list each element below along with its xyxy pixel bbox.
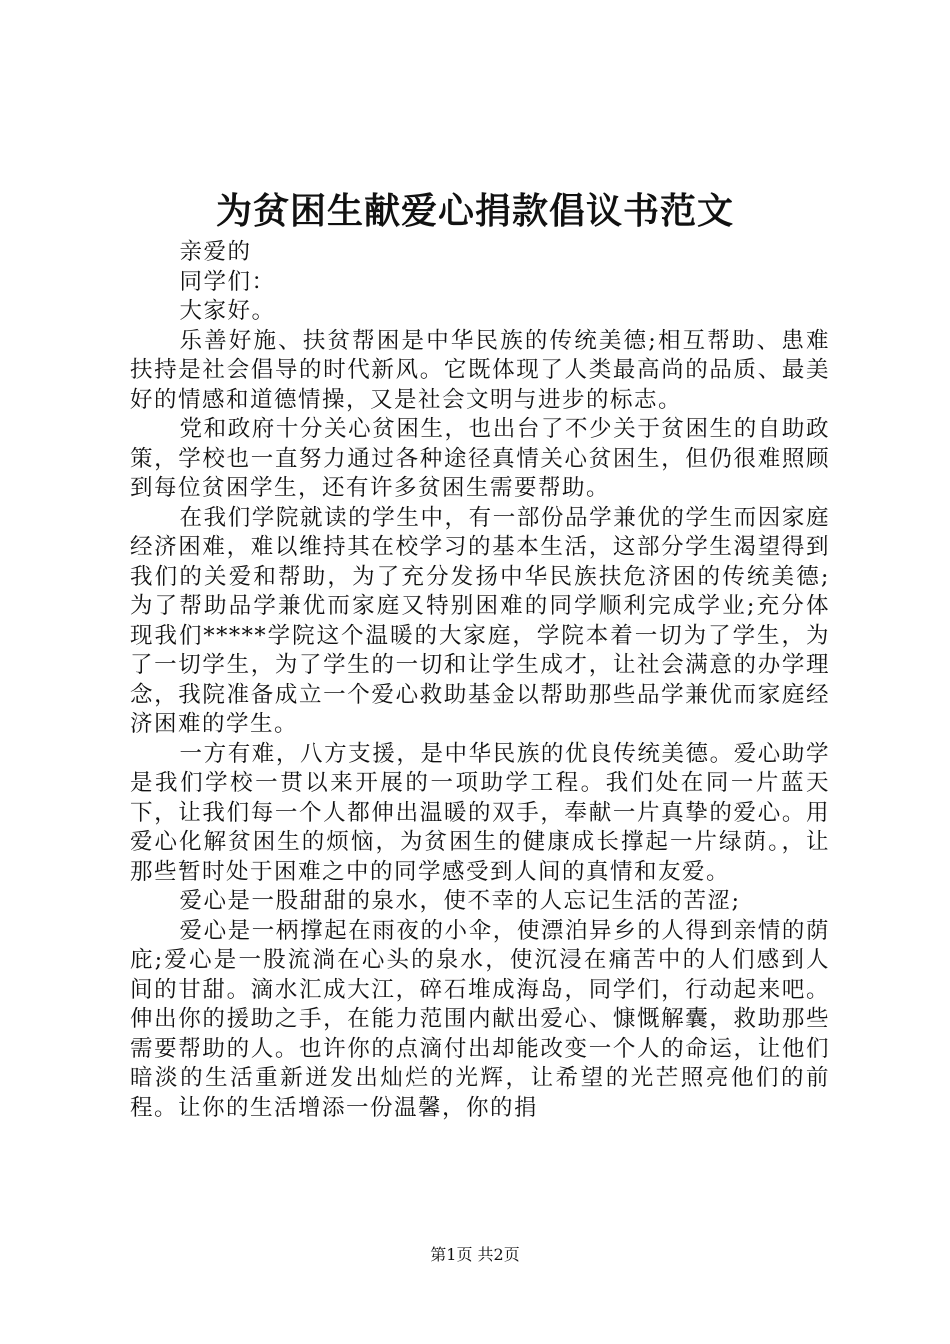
body-paragraph: 爱心是一股甜甜的泉水，使不幸的人忘记生活的苦涩; [179,888,741,914]
page-number-footer: 第1页 共2页 [430,1245,520,1264]
body-paragraph: 在我们学院就读的学生中，有一部份品学兼优的学生而因家庭经济困难，难以维持其在校学习的基本生活，这部分学生渴望得到我们的关爱和帮助，为了充分发扬中华民族扶危济困的传统美德;为了帮助品学兼优而家庭又特别困难的同学顺利完成学业;充分体现我们*****学院这个温暖的大家庭，学院本着一切为了学生，为了一切学生，为了学生的一切和让学生成才，让社会满意的办学理念，我院准备成立一个爱心救助基金以帮助那些品学兼优而家庭经济困难的学生。 [130,504,830,737]
salutation-line: 同学们： [179,268,276,295]
page-title: 为贫困生献爱心捐款倡议书范文 [215,190,734,232]
salutation-line: 大家好。 [179,298,276,324]
body-paragraph: 爱心是一柄撑起在雨夜的小伞，使漂泊异乡的人得到亲情的荫庇;爱心是一股流淌在心头的泉水，使沉浸在痛苦中的人们感到人间的甘甜。滴水汇成大江，碎石堆成海岛，同学们，行动起来吧。伸出你的援助之手，在能力范围内献出爱心、慷慨解囊，救助那些需要帮助的人。也许你的点滴付出却能改变一个人的命运，让他们暗淡的生活重新迸发出灿烂的光辉，让希望的光芒照亮他们的前程。让你的生活增添一份温馨，你的捐 [130,917,830,1121]
body-paragraph: 党和政府十分关心贫困生，也出台了不少关于贫困生的自助政策，学校也一直努力通过各种途径真情关心贫困生，但仍很难照顾到每位贫困学生，还有许多贫困生需要帮助。 [130,416,830,501]
body-paragraph: 乐善好施、扶贫帮困是中华民族的传统美德;相互帮助、患难扶持是社会倡导的时代新风。它既体现了人类最高尚的品质、最美好的情感和道德情操，又是社会文明与进步的标志。 [130,327,830,413]
document-body [130,238,830,1123]
salutation-line: 亲爱的 [179,239,252,265]
body-paragraph: 一方有难，八方支援，是中华民族的优良传统美德。爱心助学是我们学校一贯以来开展的一项助学工程。我们处在同一片蓝天下，让我们每一个人都伸出温暖的双手，奉献一片真挚的爱心。用爱心化解贫困生的烦恼，为贫困生的健康成长撑起一片绿荫。，让那些暂时处于困难之中的同学感受到人间的真情和友爱。 [130,740,830,885]
